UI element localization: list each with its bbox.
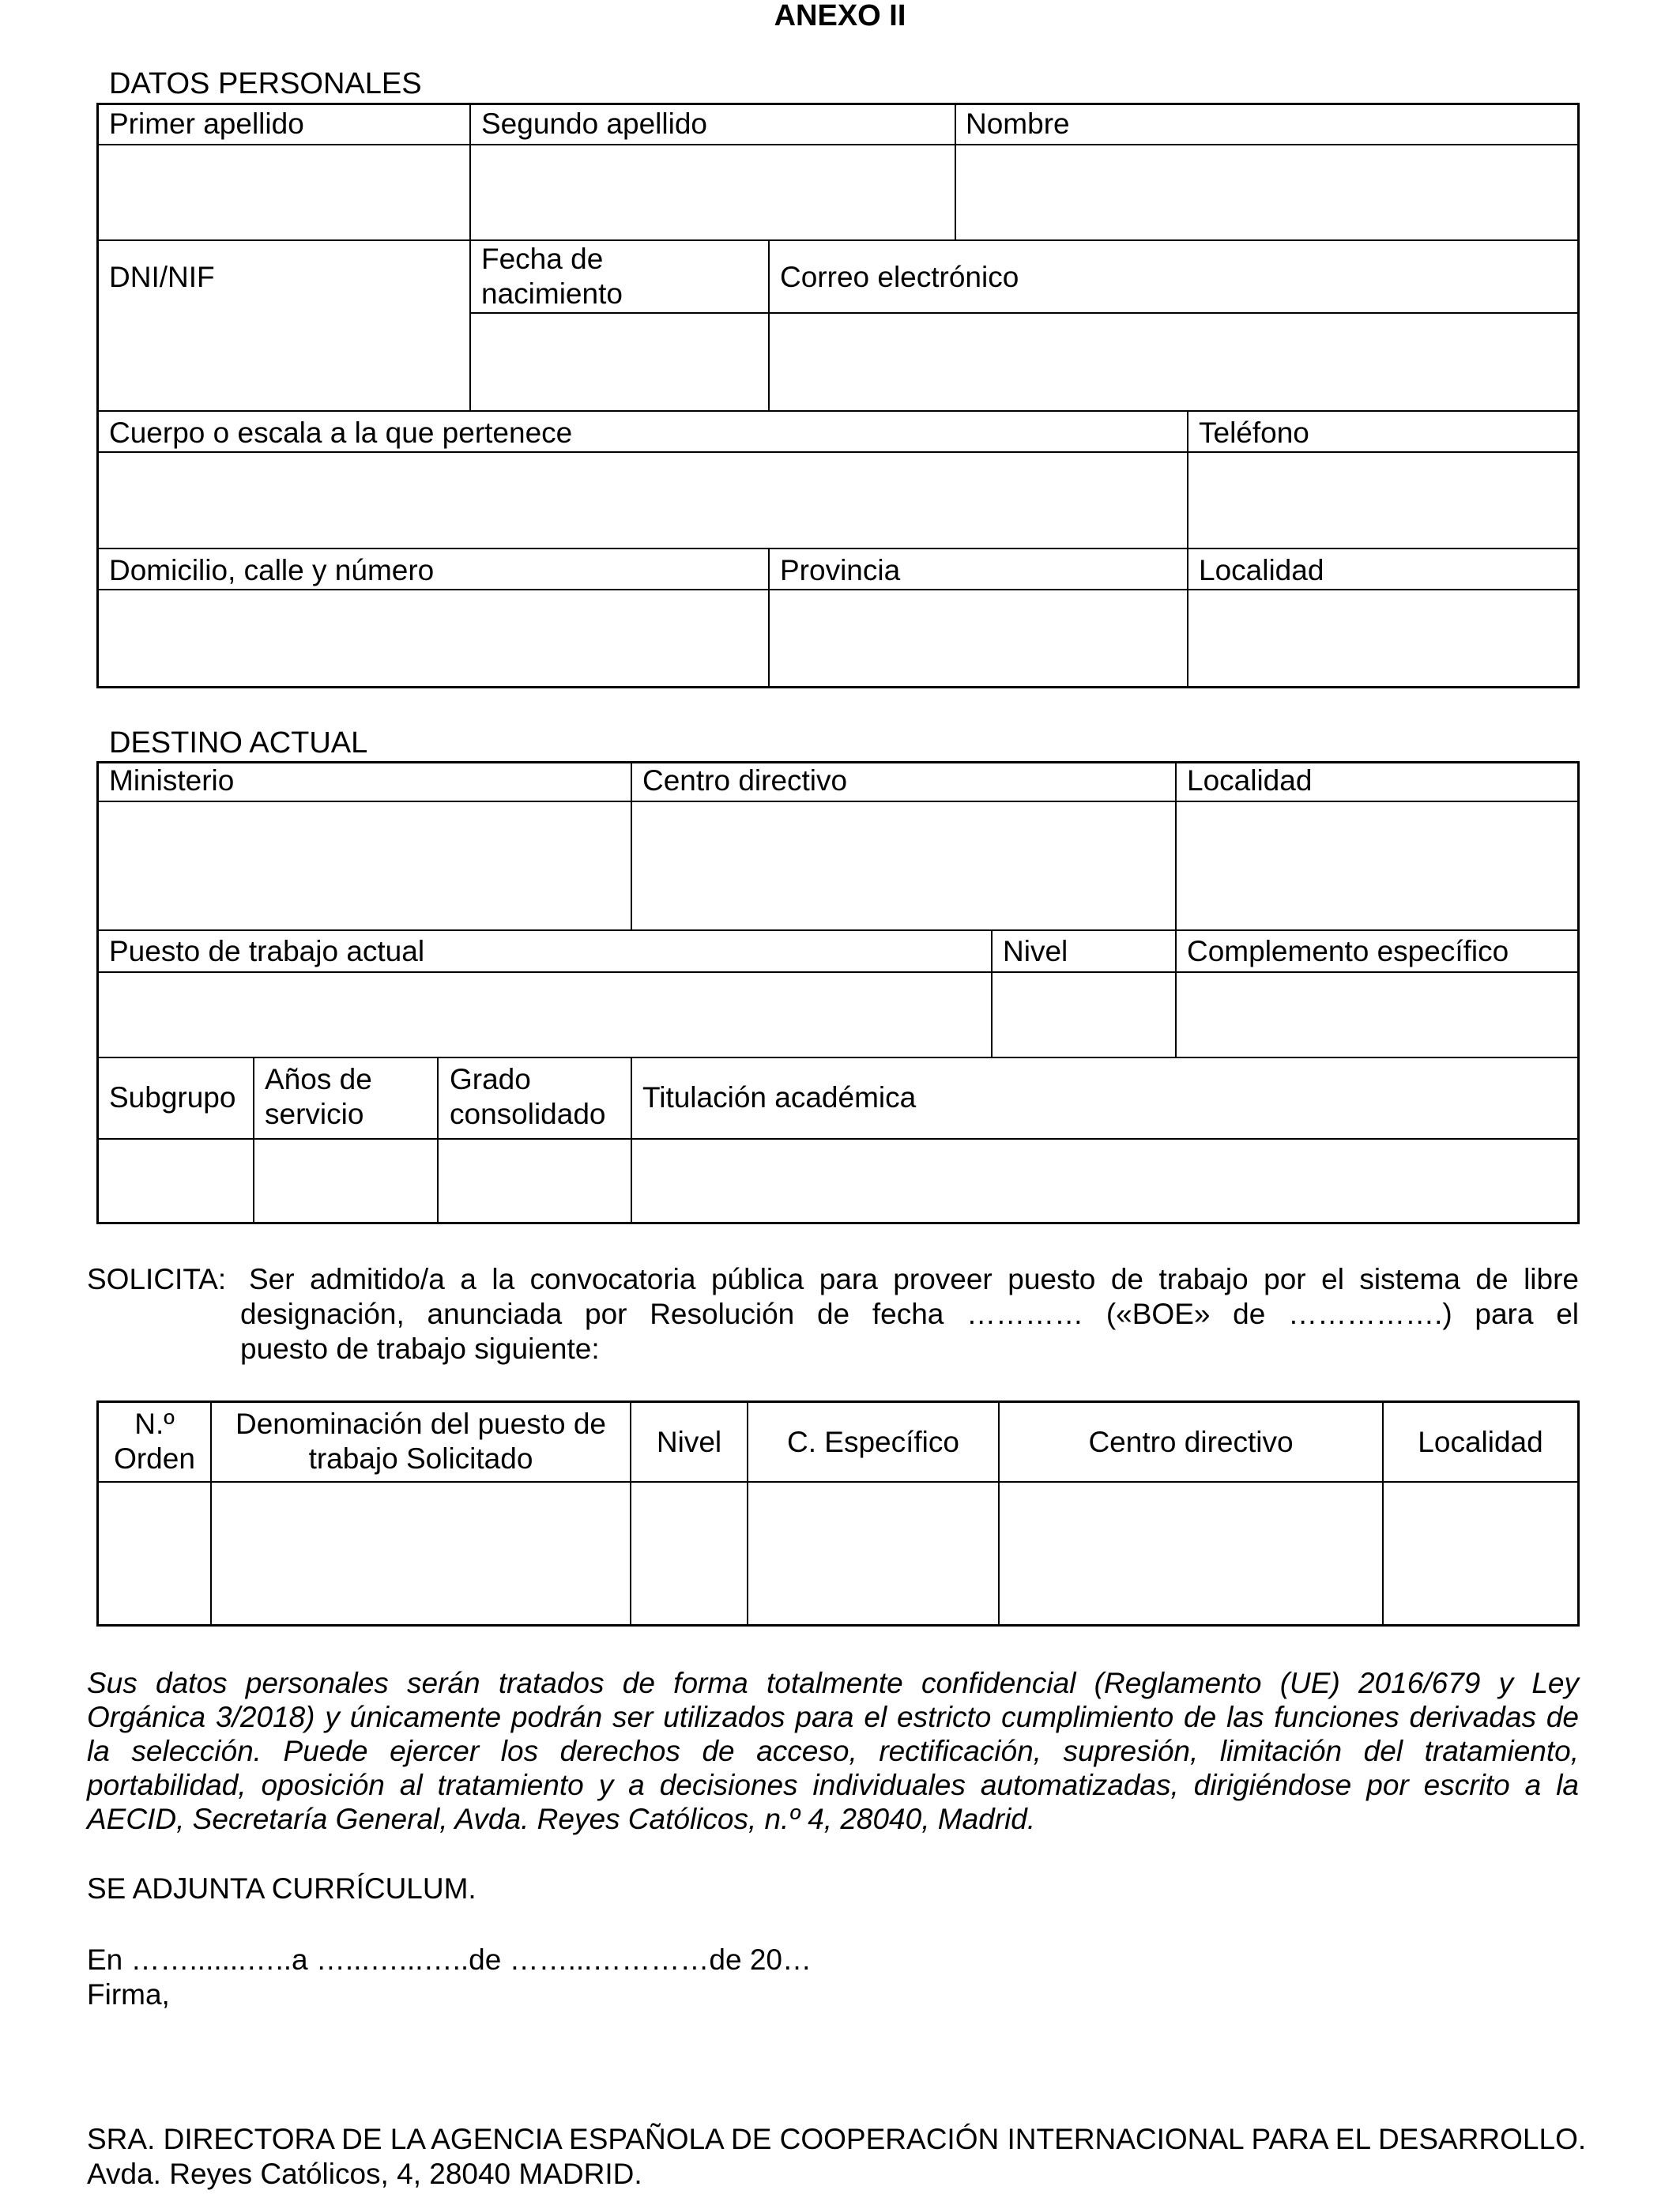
field-complemento-especifico[interactable] (1177, 973, 1577, 1057)
label-complemento-especifico: Complemento específico (1187, 935, 1509, 967)
label-segundo-apellido: Segundo apellido (481, 107, 707, 140)
label-cuerpo-escala: Cuerpo o escala a la que pertenece (109, 417, 573, 449)
label-domicilio: Domicilio, calle y número (109, 554, 435, 586)
field-correo-electronico[interactable] (770, 314, 1577, 410)
label-primer-apellido: Primer apellido (109, 107, 304, 140)
field-nivel-solicitado[interactable] (631, 1483, 747, 1624)
field-localidad-solicitada[interactable] (1384, 1483, 1577, 1624)
label-fecha-nacimiento: Fecha de nacimiento (481, 243, 623, 310)
field-centro-directivo-solicitado[interactable] (1000, 1483, 1382, 1624)
field-telefono[interactable] (1188, 453, 1577, 548)
field-grado-consolidado[interactable] (439, 1140, 631, 1222)
label-nombre: Nombre (966, 107, 1070, 140)
section-heading-datos-personales: DATOS PERSONALES (109, 67, 422, 100)
field-titulacion-academica[interactable] (632, 1140, 1577, 1222)
field-ministerio[interactable] (99, 802, 631, 929)
field-dni-nif[interactable] (99, 314, 469, 410)
destinatario-line-2: Avda. Reyes Católicos, 4, 28040 MADRID. (87, 2158, 642, 2190)
header-denominacion-puesto: Denominación del puesto de trabajo Solicitado (235, 1408, 606, 1475)
label-anos-servicio: Años de servicio (265, 1063, 372, 1130)
label-centro-directivo: Centro directivo (642, 764, 848, 797)
privacy-line-1: Sus datos personales serán tratados de forma totalmente confidencial (Reglamento (UE) 2016/679 y Ley (87, 1667, 1579, 1699)
solicita-label: SOLICITA: (87, 1263, 227, 1295)
field-subgrupo[interactable] (99, 1140, 253, 1222)
field-localidad[interactable] (1188, 590, 1577, 686)
field-fecha-nacimiento[interactable] (471, 314, 768, 410)
field-provincia[interactable] (770, 590, 1187, 686)
label-correo-electronico: Correo electrónico (780, 261, 1019, 293)
header-nivel: Nivel (656, 1426, 722, 1458)
privacy-line-5: AECID, Secretaría General, Avda. Reyes Católicos, n.º 4, 28040, Madrid. (87, 1803, 1036, 1835)
header-centro-directivo: Centro directivo (1088, 1426, 1294, 1458)
field-nombre[interactable] (956, 145, 1577, 239)
label-grado-consolidado: Grado consolidado (450, 1063, 606, 1130)
solicita-line-3: puesto de trabajo siguiente: (240, 1333, 600, 1365)
privacy-line-4: portabilidad, oposición al tratamiento y a decisiones individuales automatizadas, dirigiéndose por escrito a la (87, 1769, 1579, 1801)
label-ministerio: Ministerio (109, 764, 235, 797)
field-nivel[interactable] (993, 973, 1175, 1057)
solicita-line-1: Ser admitido/a a la convocatoria pública para proveer puesto de trabajo por el sistema de libre (249, 1263, 1579, 1295)
label-titulacion-academica: Titulación académica (642, 1081, 917, 1114)
field-puesto-actual[interactable] (99, 973, 991, 1057)
field-denominacion-puesto[interactable] (212, 1483, 630, 1624)
privacy-line-2: Orgánica 3/2018) y únicamente podrán ser utilizados para el estricto cumplimiento de las funciones derivadas de (87, 1701, 1579, 1733)
field-segundo-apellido[interactable] (471, 145, 955, 239)
section-heading-destino-actual: DESTINO ACTUAL (109, 726, 368, 760)
header-c-especifico: C. Específico (787, 1426, 959, 1458)
label-localidad: Localidad (1199, 554, 1324, 586)
header-numero-orden: N.º Orden (114, 1408, 195, 1475)
label-provincia: Provincia (780, 554, 901, 586)
solicita-line-2: designación, anunciada por Resolución de fecha ………… («BOE» de …………….) para el (240, 1298, 1579, 1330)
label-localidad-destino: Localidad (1187, 764, 1313, 797)
field-cuerpo-escala[interactable] (99, 453, 1187, 548)
privacy-line-3: la selección. Puede ejercer los derechos de acceso, rectificación, supresión, limitación del tratamiento, (87, 1735, 1579, 1767)
fecha-lugar-line: En …….......…..a …...…...…..de ……...…………de 20… (87, 1943, 812, 1976)
label-nivel: Nivel (1003, 935, 1068, 967)
label-telefono: Teléfono (1199, 417, 1309, 449)
field-numero-orden[interactable] (99, 1483, 210, 1624)
field-primer-apellido[interactable] (99, 145, 469, 239)
label-subgrupo: Subgrupo (109, 1081, 236, 1114)
field-c-especifico[interactable] (748, 1483, 998, 1624)
label-dni-nif: DNI/NIF (109, 261, 215, 293)
page-title: ANEXO II (774, 0, 906, 32)
field-centro-directivo[interactable] (632, 802, 1175, 929)
field-localidad-destino[interactable] (1177, 802, 1577, 929)
field-anos-servicio[interactable] (254, 1140, 437, 1222)
field-domicilio[interactable] (99, 590, 768, 686)
label-puesto-actual: Puesto de trabajo actual (109, 935, 425, 967)
destinatario-line-1: SRA. DIRECTORA DE LA AGENCIA ESPAÑOLA DE COOPERACIÓN INTERNACIONAL PARA EL DESARROLLO. (87, 2123, 1587, 2155)
firma-label: Firma, (87, 1978, 170, 2011)
se-adjunta-curriculum: SE ADJUNTA CURRÍCULUM. (87, 1872, 477, 1905)
header-localidad: Localidad (1418, 1426, 1543, 1458)
signature-area[interactable] (87, 2014, 798, 2109)
